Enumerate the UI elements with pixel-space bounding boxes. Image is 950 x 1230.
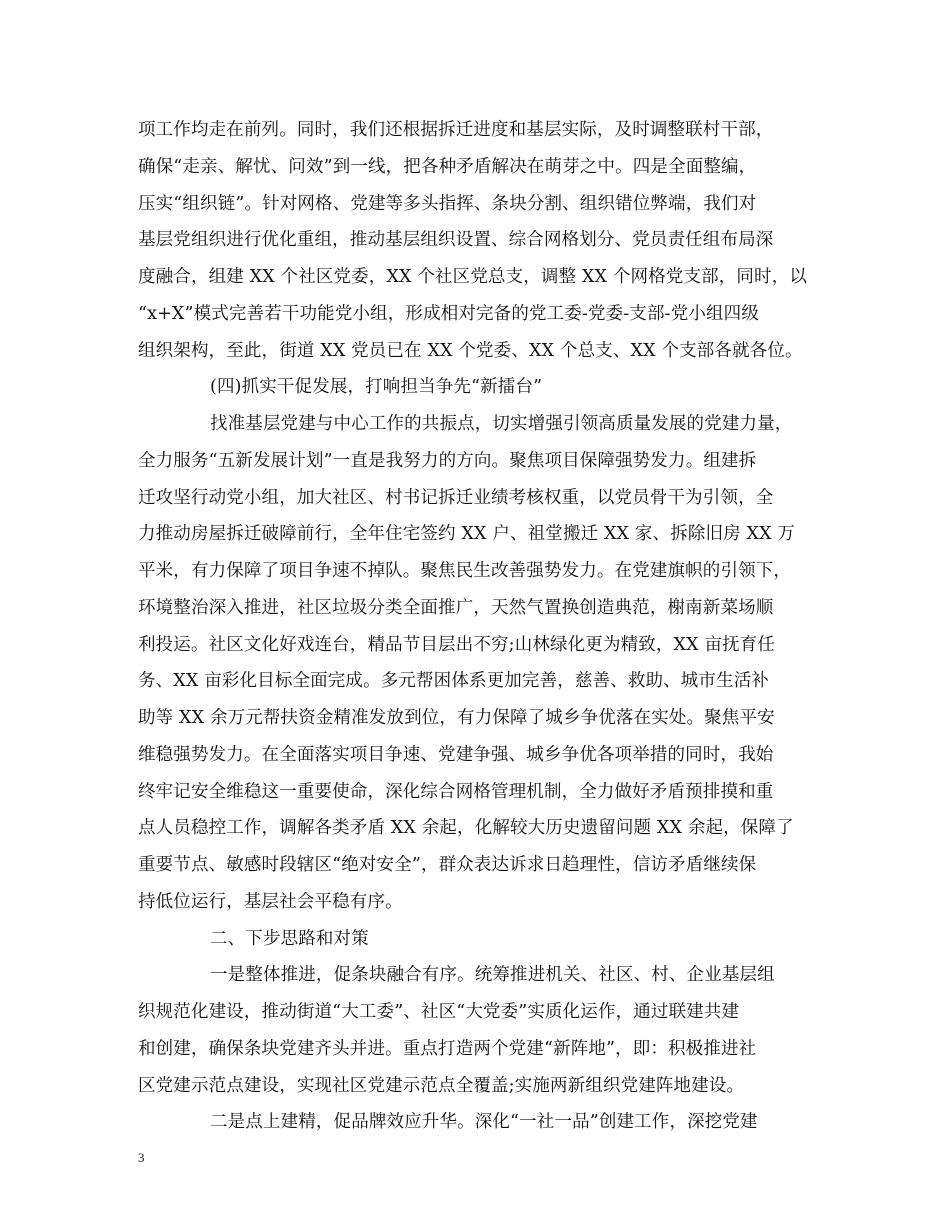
text-line: 织规范化建设，推动街道“大工委”、社区“大党委”实质化运作，通过联建共建	[138, 1002, 740, 1022]
document-body	[138, 112, 828, 1141]
text-line: 重要节点、敏感时段辖区“绝对安全”，群众表达诉求日趋理性，信访矛盾继续保	[138, 855, 757, 875]
text-line: 二是点上建精，促品牌效应升华。深化“一社一品”创建工作，深挖党建	[210, 1112, 758, 1133]
text-line: 确保“走亲、解忧、问效”到一线，把各种矛盾解决在萌芽之中。四是全面整编，	[138, 156, 757, 177]
text-line: 平米，有力保障了项目争速不掉队。聚焦民生改善强势发力。在党建旗帜的引领下，	[138, 561, 792, 581]
text-line: 迁攻坚行动党小组，加大社区、村书记拆迁业绩考核权重，以党员骨干为引领，全	[138, 487, 774, 508]
text-line: 全力服务“五新发展计划”一直是我努力的方向。聚焦项目保障强势发力。组建拆	[138, 450, 757, 471]
text-line: 项工作均走在前列。同时，我们还根据拆迁进度和基层实际，及时调整联村干部，	[138, 120, 774, 140]
text-line: 助等 XX 余万元帮扶资金精准发放到位，有力保障了城乡争优落在实处。聚焦平安	[138, 708, 775, 728]
text-line: 区党建示范点建设，实现社区党建示范点全覆盖;实施两新组织党建阵地建设。	[138, 1075, 745, 1096]
text-line: 基层党组织进行优化重组，推动基层组织设置、综合网格划分、党员责任组布局深	[138, 230, 774, 251]
text-line: 点人员稳控工作，调解各类矛盾 XX 余起，化解较大历史遗留问题 XX 余起，保障了	[138, 818, 794, 839]
text-line: 环境整治深入推进，社区垃圾分类全面推广，天然气置换创造典范，榭南新菜场顺	[138, 597, 774, 618]
text-line: “x+X”模式完善若干功能党小组，形成相对完备的党工委-党委-支部-党小组四级	[138, 303, 759, 324]
text-line: 终牢记安全维稳这一重要使命，深化综合网格管理机制，全力做好矛盾预排摸和重	[138, 781, 774, 802]
text-line: 和创建，确保条块党建齐头并进。重点打造两个党建“新阵地”，即：积极推进社	[138, 1038, 757, 1059]
text-line: 力推动房屋拆迁破障前行，全年住宅签约 XX 户、祖堂搬迁 XX 家、拆除旧房 XX 万	[138, 524, 796, 545]
text-line: 一是整体推进，促条块融合有序。统筹推进机关、社区、村、企业基层组	[210, 965, 775, 986]
text-line: 利投运。社区文化好戏连台，精品节目层出不穷;山林绿化更为精致，XX 亩抚育任	[138, 634, 776, 655]
text-line: 找准基层党建与中心工作的共振点，切实增强引领高质量发展的党建力量，	[210, 414, 793, 434]
section-heading: 二、下步思路和对策	[210, 928, 369, 949]
subsection-heading: (四)抓实干促发展，打响担当争先“新擂台”	[210, 377, 543, 398]
text-line: 维稳强势发力。在全面落实项目争速、党建争强、城乡争优各项举措的同时，我始	[138, 744, 774, 765]
page-number: 3	[138, 1150, 145, 1165]
text-line: 度融合，组建 XX 个社区党委，XX 个社区党总支，调整 XX 个网格党支部，同时，以	[138, 267, 808, 287]
text-line: 务、XX 亩彩化目标全面完成。多元帮困体系更加完善，慈善、救助、城市生活补	[138, 671, 770, 692]
text-line: 组织架构，至此，街道 XX 党员已在 XX 个党委、XX 个总支、XX 个支部各就各位。	[138, 340, 803, 361]
text-line: 持低位运行，基层社会平稳有序。	[138, 891, 403, 912]
text-line: 压实“组织链”。针对网格、党建等多头指挥、条块分割、组织错位弊端，我们对	[138, 193, 757, 214]
